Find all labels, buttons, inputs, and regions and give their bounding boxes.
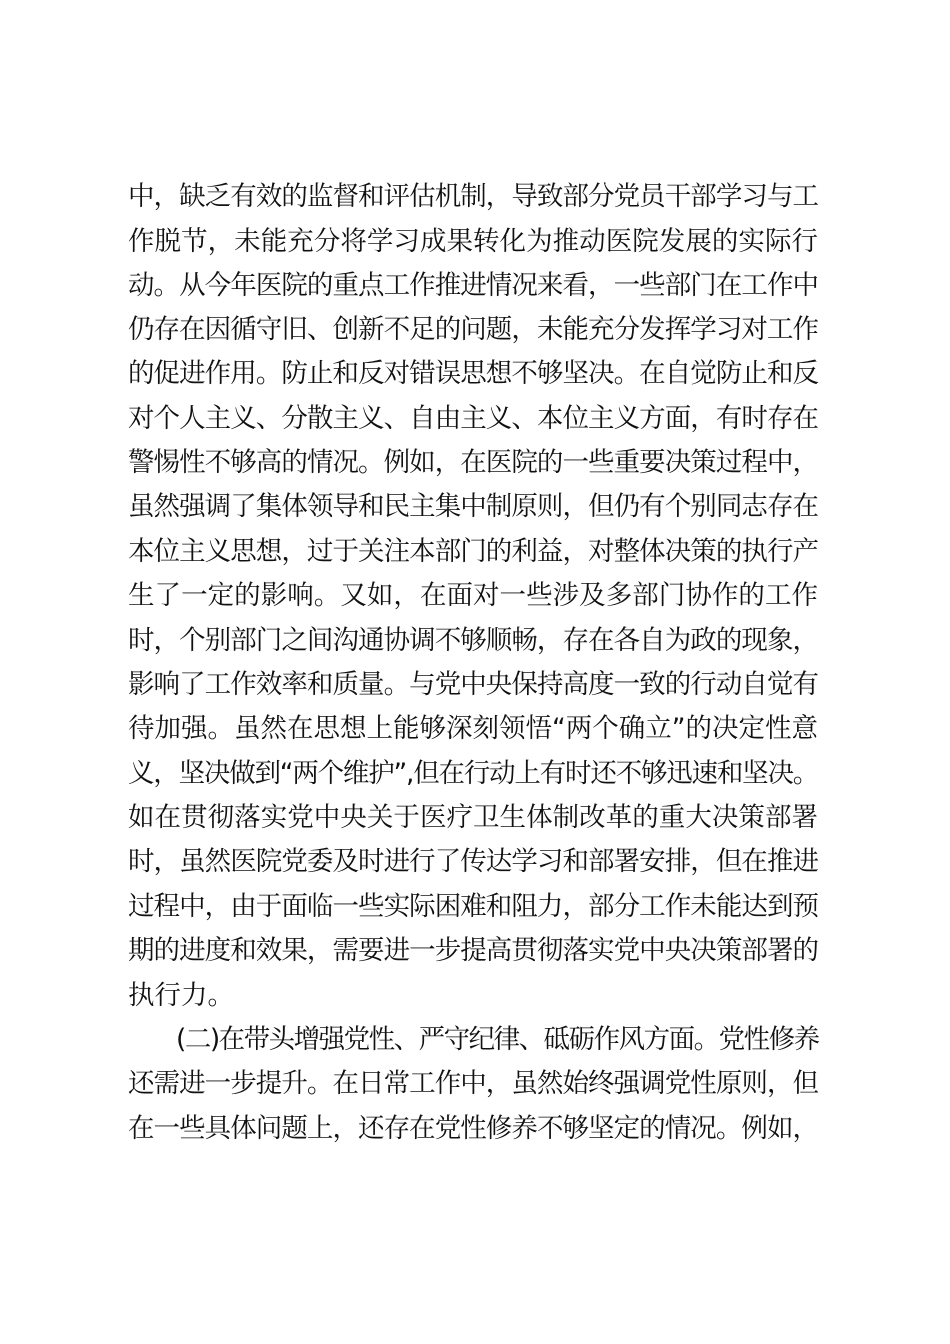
text-line: 期的进度和效果，需要进一步提高贯彻落实党中央决策部署的 (128, 935, 818, 966)
text-line: 时，虽然医院党委及时进行了传达学习和部署安排，但在推进 (128, 846, 818, 877)
text-line: 虽然强调了集体领导和民主集中制原则，但仍有个别同志存在 (128, 491, 818, 522)
text-line: 动。从今年医院的重点工作推进情况来看，一些部门在工作中 (128, 270, 818, 301)
text-line: 对个人主义、分散主义、自由主义、本位主义方面，有时存在 (128, 403, 818, 434)
text-line: 本位主义思想，过于关注本部门的利益，对整体决策的执行产 (128, 536, 818, 567)
section-heading-line: (二)在带头增强党性、严守纪律、砥砺作风方面。党性修养 (176, 1024, 819, 1055)
text-line: 待加强。虽然在思想上能够深刻领悟“两个确立”的决定性意 (128, 713, 818, 744)
text-line: 影响了工作效率和质量。与党中央保持高度一致的行动自觉有 (128, 669, 818, 700)
text-line: 仍存在因循守旧、创新不足的问题，未能充分发挥学习对工作 (128, 314, 818, 345)
text-line: 如在贯彻落实党中央关于医疗卫生体制改革的重大决策部署 (128, 802, 818, 833)
text-line: 生了一定的影响。又如，在面对一些涉及多部门协作的工作 (128, 580, 818, 611)
text-line: 义，坚决做到“两个维护”,但在行动上有时还不够迅速和坚决。 (128, 758, 818, 789)
text-line: 时，个别部门之间沟通协调不够顺畅，存在各自为政的现象， (128, 625, 818, 656)
text-line: 作脱节，未能充分将学习成果转化为推动医院发展的实际行 (128, 226, 818, 257)
text-line: 执行力。 (128, 980, 234, 1011)
text-line: 过程中，由于面临一些实际困难和阻力，部分工作未能达到预 (128, 891, 818, 922)
text-line: 的促进作用。防止和反对错误思想不够坚决。在自觉防止和反 (128, 358, 818, 389)
text-line: 警惕性不够高的情况。例如，在医院的一些重要决策过程中， (128, 447, 818, 478)
text-line: 在一些具体问题上，还存在党性修养不够坚定的情况。例如， (128, 1113, 818, 1144)
text-line: 中，缺乏有效的监督和评估机制，导致部分党员干部学习与工 (128, 181, 818, 212)
text-line: 还需进一步提升。在日常工作中，虽然始终强调党性原则，但 (128, 1068, 818, 1099)
